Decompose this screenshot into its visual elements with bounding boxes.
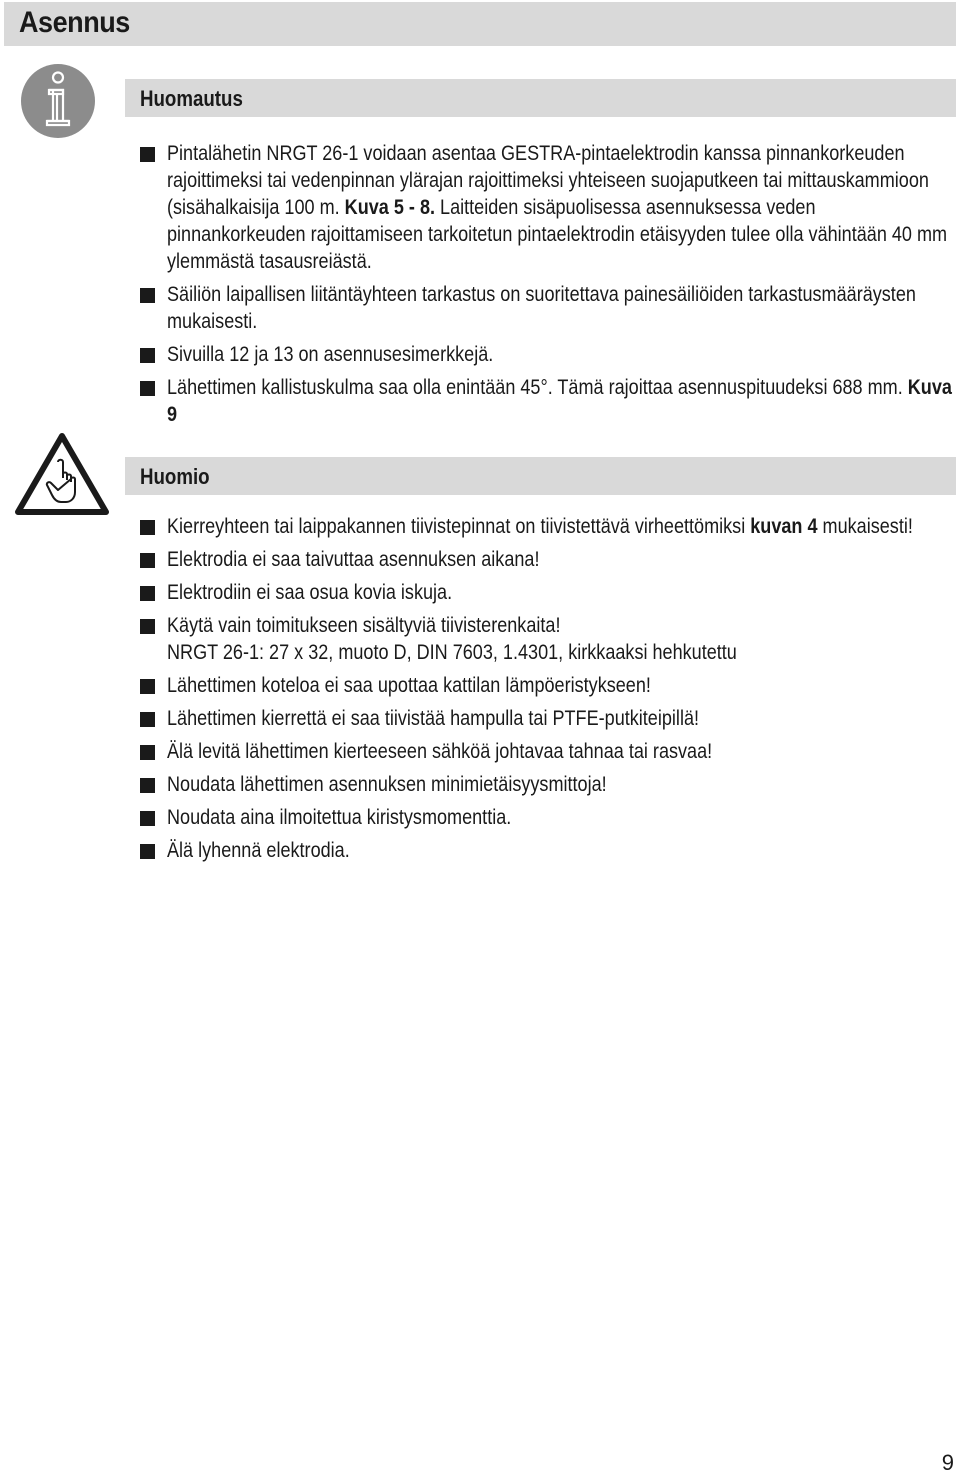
item-text: Noudata aina ilmoitettua kiristysmomenttia.	[167, 806, 512, 829]
bullet	[140, 553, 155, 568]
list-item	[140, 837, 956, 864]
item-text: Älä lyhennä elektrodia.	[167, 839, 350, 862]
item-text: Elektrodiin ei saa osua kovia iskuja.	[167, 581, 453, 604]
page-number: 9	[941, 1450, 954, 1475]
item-text: Kierreyhteen tai laippakannen tiivistepinnat on tiivistettävä virheettömiksi	[167, 515, 751, 538]
list-item	[140, 281, 956, 335]
bullet	[140, 844, 155, 859]
item-text: Lähettimen kallistuskulma saa olla enintään 45°. Tämä rajoittaa asennuspituudeksi 688 mm.	[167, 376, 908, 399]
caution-list	[140, 513, 956, 870]
bullet	[140, 520, 155, 535]
item-text: Laitteiden sisäpuolisessa asennuksessa veden pinnankorkeuden rajoittamiseen tarkoitetun pintaelektrodin etäisyyden tulee olla vähintään 40 mm ylemmästä tasausreiästä.	[167, 196, 948, 273]
list-item	[140, 140, 956, 275]
bullet	[140, 619, 155, 634]
bullet	[140, 288, 155, 303]
list-item	[140, 738, 956, 765]
note-list	[140, 140, 956, 434]
info-icon	[20, 63, 96, 139]
list-item	[140, 804, 956, 831]
bullet	[140, 712, 155, 727]
list-item	[140, 705, 956, 732]
bullet	[140, 586, 155, 601]
item-text: Sivuilla 12 ja 13 on asennusesimerkkejä.	[167, 343, 494, 366]
note-heading: Huomautus	[140, 86, 243, 111]
item-text: Säiliön laipallisen liitäntäyhteen tarkastus on suoritettava painesäiliöiden tarkastusmääräysten mukaisesti.	[167, 283, 916, 333]
list-item	[140, 513, 956, 540]
figure-reference: Kuva 5 - 8.	[344, 196, 436, 219]
item-text: Pintalähetin NRGT 26-1 voidaan asentaa GESTRA-pintaelektrodin kanssa pinnankorkeuden rajoittimeksi tai vedenpinnan ylärajan rajoittimeksi yhteiseen suojaputkeen tai mittauskammioon (sisähalkaisija 100 m.	[167, 142, 929, 219]
item-text: Elektrodia ei saa taivuttaa asennuksen aikana!	[167, 548, 540, 571]
caution-heading: Huomio	[140, 464, 210, 489]
item-text: mukaisesti!	[817, 515, 913, 538]
title-bar	[4, 2, 956, 46]
bullet	[140, 381, 155, 396]
item-text: Älä levitä lähettimen kierteeseen sähköä johtavaa tahnaa tai rasvaa!	[167, 740, 713, 763]
seal-ring-spec: NRGT 26-1: 27 x 32, muoto D, DIN 7603, 1.4301, kirkkaaksi hehkutettu	[167, 641, 737, 664]
item-text: Noudata lähettimen asennuksen minimietäisyysmittoja!	[167, 773, 607, 796]
list-item	[140, 672, 956, 699]
list-item	[140, 579, 956, 606]
list-item	[140, 546, 956, 573]
figure-reference: Kuva 9	[167, 376, 952, 426]
page-title: Asennus	[19, 6, 130, 39]
list-item	[140, 374, 956, 428]
bullet	[140, 147, 155, 162]
item-text: Lähettimen koteloa ei saa upottaa kattilan lämpöeristykseen!	[167, 674, 651, 697]
bullet	[140, 348, 155, 363]
list-item	[140, 612, 956, 666]
list-item	[140, 341, 956, 368]
item-text: Käytä vain toimitukseen sisältyviä tiivisterenkaita!	[167, 614, 561, 637]
figure-reference: kuvan 4	[750, 515, 818, 538]
bullet	[140, 811, 155, 826]
bullet	[140, 679, 155, 694]
caution-heading-bar	[125, 457, 956, 495]
list-item	[140, 771, 956, 798]
bullet	[140, 745, 155, 760]
note-heading-bar	[125, 79, 956, 117]
bullet	[140, 778, 155, 793]
item-text: Lähettimen kierrettä ei saa tiivistää hampulla tai PTFE-putkiteipillä!	[167, 707, 700, 730]
warning-hand-icon	[14, 432, 110, 516]
